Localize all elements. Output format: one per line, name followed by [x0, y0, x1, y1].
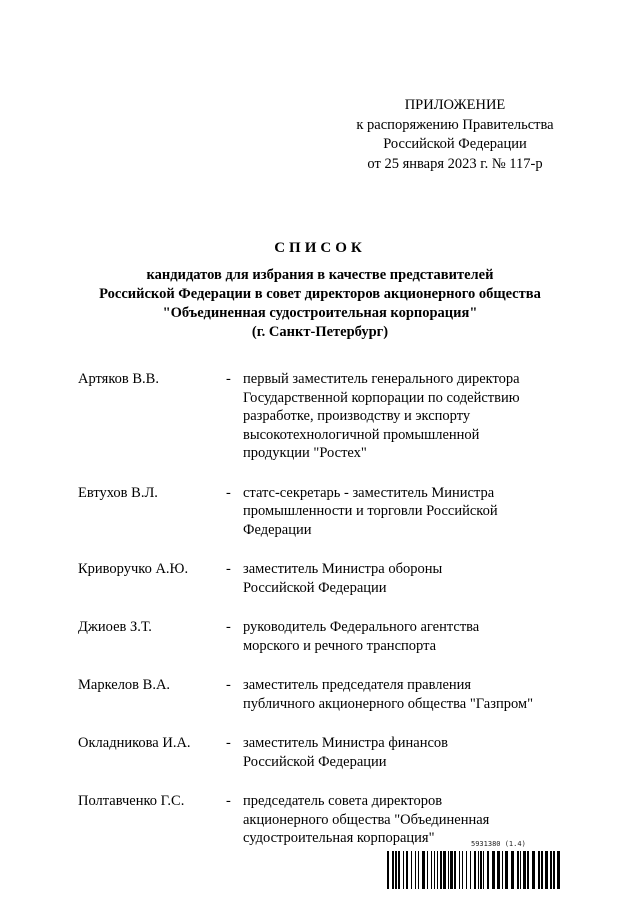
barcode-bar: [527, 851, 529, 889]
appendix-header: [345, 96, 565, 174]
barcode-bar: [437, 851, 438, 889]
barcode-bar: [462, 851, 463, 889]
candidate-position: [243, 618, 573, 655]
subtitle-line: Российской Федерации в совет директоров акционерного общества: [99, 286, 541, 302]
barcode-bar: [418, 851, 419, 889]
candidate-position: [243, 484, 573, 540]
barcode-bar: [520, 851, 521, 889]
candidate-name: Окладникова И.А.: [78, 735, 191, 751]
barcode-bar: [517, 851, 519, 889]
position-line: продукции "Ростех": [243, 445, 367, 461]
barcode-bar: [434, 851, 435, 889]
barcode-bar: [454, 851, 456, 889]
barcode-bar: [487, 851, 489, 889]
barcode-bar: [523, 851, 526, 889]
position-line: публичного акционерного общества "Газпром": [243, 695, 534, 712]
position-line: акционерного общества "Объединенная: [243, 811, 490, 828]
barcode-bar: [427, 851, 428, 889]
dash-separator: -: [226, 371, 231, 387]
subtitle-line: кандидатов для избрания в качестве представителей: [146, 267, 494, 283]
barcode-bar: [443, 851, 446, 889]
barcode-bars: [387, 851, 560, 889]
dash-separator: -: [226, 561, 231, 577]
barcode-bar: [415, 851, 416, 889]
position-line: руководитель Федерального агентства: [243, 619, 480, 635]
candidate-name: Полтавченко Г.С.: [78, 793, 185, 809]
barcode-bar: [502, 851, 503, 889]
position-line: статс-секретарь - заместитель Министра: [243, 484, 495, 501]
position-line: Российской Федерации: [243, 579, 387, 596]
appendix-line: Российской Федерации: [383, 136, 527, 152]
candidate-position: [243, 560, 573, 597]
candidate-list: [0, 370, 640, 869]
position-line: заместитель председателя правления: [243, 677, 472, 693]
barcode-bar: [431, 851, 432, 889]
barcode-bar: [538, 851, 540, 889]
barcode-bar: [557, 851, 560, 889]
barcode-bar: [450, 851, 453, 889]
barcode-bar: [387, 851, 389, 889]
candidate-position: [243, 676, 573, 713]
candidate-row: [0, 676, 640, 713]
barcode-bar: [492, 851, 495, 889]
barcode-bar: [459, 851, 460, 889]
barcode-bar: [392, 851, 394, 889]
barcode-number: 5931380 (1.4): [471, 840, 526, 848]
candidate-row: [0, 370, 640, 463]
barcode-bar: [448, 851, 449, 889]
candidate-row: [0, 560, 640, 597]
barcode-bar: [395, 851, 397, 889]
barcode-bar: [466, 851, 467, 889]
dash-separator: -: [226, 793, 231, 809]
position-line: высокотехнологичной промышленной: [243, 426, 480, 443]
barcode-bar: [398, 851, 400, 889]
dash-separator: -: [226, 484, 231, 501]
barcode-bar: [541, 851, 543, 889]
candidate-row: [0, 618, 640, 655]
barcode-bar: [474, 851, 476, 889]
appendix-line: к распоряжению Правительства: [356, 116, 554, 133]
dash-separator: -: [226, 619, 231, 635]
candidate-position: [243, 734, 573, 771]
position-line: председатель совета директоров: [243, 793, 443, 809]
candidate-name: Джиоев З.Т.: [78, 619, 152, 635]
position-line: Государственной корпорации по содействию: [243, 389, 520, 406]
barcode-bar: [422, 851, 425, 889]
position-line: судостроительная корпорация": [243, 830, 435, 846]
barcode-bar: [403, 851, 404, 889]
barcode-bar: [483, 851, 484, 889]
dash-separator: -: [226, 677, 231, 693]
document-subtitle: [40, 266, 600, 342]
document-title: СПИСОК: [274, 240, 366, 256]
barcode-bar: [480, 851, 482, 889]
appendix-title: ПРИЛОЖЕНИЕ: [404, 97, 506, 113]
position-line: Федерации: [243, 521, 312, 538]
barcode-bar: [497, 851, 500, 889]
candidate-position: [243, 370, 573, 463]
barcode-bar: [406, 851, 408, 889]
dash-separator: -: [226, 735, 231, 751]
barcode-bar: [505, 851, 508, 889]
subtitle-line: "Объединенная судостроительная корпорация": [162, 305, 478, 321]
candidate-name: Криворучко А.Ю.: [78, 561, 189, 577]
candidate-name: Артяков В.В.: [78, 371, 159, 387]
barcode-bar: [470, 851, 471, 889]
position-line: заместитель Министра финансов: [243, 735, 448, 751]
barcode-bar: [532, 851, 535, 889]
subtitle-line: (г. Санкт-Петербург): [251, 324, 389, 340]
barcode-bar: [440, 851, 442, 889]
appendix-date-number: от 25 января 2023 г. № 117-р: [367, 155, 543, 172]
candidate-row: [0, 484, 640, 540]
barcode: [387, 840, 560, 890]
position-line: первый заместитель генерального директора: [243, 371, 520, 387]
barcode-bar: [545, 851, 548, 889]
barcode-bar: [411, 851, 412, 889]
position-line: разработке, производству и экспорту: [243, 408, 471, 424]
candidate-name: Маркелов В.А.: [78, 677, 171, 693]
position-line: промышленности и торговли Российской: [243, 503, 498, 519]
barcode-bar: [553, 851, 555, 889]
candidate-row: [0, 734, 640, 771]
candidate-name: Евтухов В.Л.: [78, 484, 158, 501]
barcode-bar: [550, 851, 552, 889]
position-line: морского и речного транспорта: [243, 637, 437, 654]
position-line: Российской Федерации: [243, 753, 387, 770]
position-line: заместитель Министра обороны: [243, 561, 443, 577]
barcode-bar: [511, 851, 514, 889]
barcode-bar: [478, 851, 479, 889]
